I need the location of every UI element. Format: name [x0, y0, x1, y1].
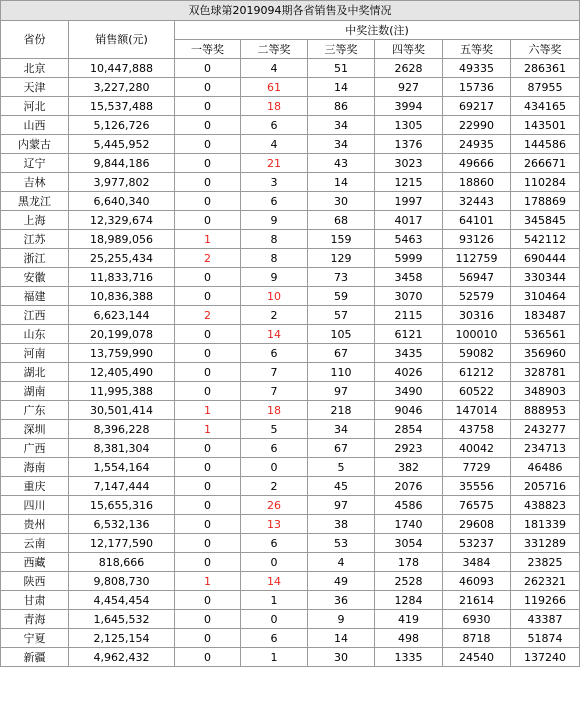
cell-prize-5: 6930	[443, 610, 511, 629]
cell-prize-3: 51	[308, 59, 375, 78]
cell-prize-5: 60522	[443, 382, 511, 401]
cell-prize-5: 29608	[443, 515, 511, 534]
cell-prize-5: 21614	[443, 591, 511, 610]
cell-prize-3: 159	[308, 230, 375, 249]
cell-prize-4: 2115	[375, 306, 443, 325]
cell-prize-5: 93126	[443, 230, 511, 249]
cell-prize-5: 32443	[443, 192, 511, 211]
cell-sales: 2,125,154	[69, 629, 175, 648]
cell-prize-2: 4	[241, 59, 308, 78]
cell-prize-4: 2076	[375, 477, 443, 496]
cell-prize-2: 0	[241, 553, 308, 572]
cell-sales: 3,977,802	[69, 173, 175, 192]
cell-sales: 6,640,340	[69, 192, 175, 211]
cell-prize-5: 69217	[443, 97, 511, 116]
cell-province: 广东	[1, 401, 69, 420]
cell-prize-6: 345845	[511, 211, 580, 230]
cell-prize-5: 61212	[443, 363, 511, 382]
cell-prize-5: 7729	[443, 458, 511, 477]
table-row	[1, 192, 580, 211]
cell-prize-6: 181339	[511, 515, 580, 534]
cell-prize-4: 178	[375, 553, 443, 572]
cell-prize-3: 110	[308, 363, 375, 382]
cell-prize-1: 0	[175, 382, 241, 401]
cell-sales: 11,833,716	[69, 268, 175, 287]
cell-prize-5: 64101	[443, 211, 511, 230]
cell-prize-4: 2923	[375, 439, 443, 458]
header-prize-3: 三等奖	[308, 40, 375, 59]
cell-prize-1: 2	[175, 306, 241, 325]
cell-prize-4: 1284	[375, 591, 443, 610]
cell-province: 辽宁	[1, 154, 69, 173]
cell-prize-4: 419	[375, 610, 443, 629]
cell-prize-4: 2628	[375, 59, 443, 78]
cell-prize-5: 30316	[443, 306, 511, 325]
cell-prize-3: 67	[308, 344, 375, 363]
cell-province: 江苏	[1, 230, 69, 249]
cell-prize-1: 0	[175, 534, 241, 553]
cell-sales: 12,405,490	[69, 363, 175, 382]
cell-prize-2: 9	[241, 211, 308, 230]
cell-prize-1: 0	[175, 477, 241, 496]
cell-prize-5: 49335	[443, 59, 511, 78]
cell-province: 河南	[1, 344, 69, 363]
cell-prize-4: 1215	[375, 173, 443, 192]
cell-prize-2: 18	[241, 401, 308, 420]
cell-prize-2: 61	[241, 78, 308, 97]
cell-prize-4: 3490	[375, 382, 443, 401]
cell-prize-6: 536561	[511, 325, 580, 344]
cell-province: 北京	[1, 59, 69, 78]
cell-prize-4: 1305	[375, 116, 443, 135]
cell-prize-2: 2	[241, 306, 308, 325]
table-row	[1, 401, 580, 420]
cell-prize-3: 97	[308, 382, 375, 401]
cell-prize-4: 1997	[375, 192, 443, 211]
cell-prize-1: 1	[175, 401, 241, 420]
cell-sales: 20,199,078	[69, 325, 175, 344]
cell-prize-6: 205716	[511, 477, 580, 496]
table-row	[1, 610, 580, 629]
table-row	[1, 420, 580, 439]
cell-prize-6: 356960	[511, 344, 580, 363]
cell-prize-5: 8718	[443, 629, 511, 648]
cell-prize-2: 1	[241, 648, 308, 667]
table-row	[1, 629, 580, 648]
cell-sales: 9,844,186	[69, 154, 175, 173]
cell-prize-3: 129	[308, 249, 375, 268]
cell-sales: 15,537,488	[69, 97, 175, 116]
header-prize-4: 四等奖	[375, 40, 443, 59]
cell-province: 深圳	[1, 420, 69, 439]
cell-province: 广西	[1, 439, 69, 458]
cell-prize-1: 0	[175, 135, 241, 154]
cell-province: 福建	[1, 287, 69, 306]
table-row	[1, 97, 580, 116]
cell-prize-3: 34	[308, 420, 375, 439]
cell-sales: 5,445,952	[69, 135, 175, 154]
cell-province: 宁夏	[1, 629, 69, 648]
cell-province: 江西	[1, 306, 69, 325]
cell-prize-1: 1	[175, 572, 241, 591]
table-row	[1, 306, 580, 325]
header-province: 省份	[1, 21, 69, 59]
header-prize-2: 二等奖	[241, 40, 308, 59]
cell-prize-1: 0	[175, 154, 241, 173]
cell-prize-3: 38	[308, 515, 375, 534]
cell-prize-5: 3484	[443, 553, 511, 572]
cell-prize-5: 100010	[443, 325, 511, 344]
cell-prize-1: 0	[175, 363, 241, 382]
cell-sales: 8,396,228	[69, 420, 175, 439]
cell-prize-2: 0	[241, 458, 308, 477]
table-body	[1, 59, 580, 667]
table-row	[1, 344, 580, 363]
cell-prize-3: 14	[308, 629, 375, 648]
cell-province: 河北	[1, 97, 69, 116]
cell-province: 山西	[1, 116, 69, 135]
header-sales: 销售额(元)	[69, 21, 175, 59]
cell-prize-3: 53	[308, 534, 375, 553]
header-prize-5: 五等奖	[443, 40, 511, 59]
cell-prize-4: 5999	[375, 249, 443, 268]
cell-prize-2: 6	[241, 629, 308, 648]
cell-prize-2: 13	[241, 515, 308, 534]
cell-prize-6: 243277	[511, 420, 580, 439]
cell-province: 浙江	[1, 249, 69, 268]
cell-prize-1: 1	[175, 230, 241, 249]
cell-prize-3: 49	[308, 572, 375, 591]
cell-prize-5: 52579	[443, 287, 511, 306]
cell-prize-1: 0	[175, 458, 241, 477]
cell-sales: 13,759,990	[69, 344, 175, 363]
cell-sales: 10,447,888	[69, 59, 175, 78]
cell-prize-4: 498	[375, 629, 443, 648]
cell-prize-3: 68	[308, 211, 375, 230]
cell-prize-5: 43758	[443, 420, 511, 439]
cell-sales: 1,645,532	[69, 610, 175, 629]
cell-prize-6: 328781	[511, 363, 580, 382]
cell-prize-2: 6	[241, 192, 308, 211]
cell-prize-3: 36	[308, 591, 375, 610]
cell-prize-6: 43387	[511, 610, 580, 629]
cell-prize-4: 2528	[375, 572, 443, 591]
cell-prize-1: 0	[175, 59, 241, 78]
cell-prize-1: 0	[175, 553, 241, 572]
cell-prize-2: 7	[241, 382, 308, 401]
cell-prize-1: 0	[175, 116, 241, 135]
cell-prize-3: 105	[308, 325, 375, 344]
cell-prize-1: 0	[175, 648, 241, 667]
table-row	[1, 287, 580, 306]
table-row	[1, 515, 580, 534]
cell-prize-2: 6	[241, 439, 308, 458]
cell-sales: 12,177,590	[69, 534, 175, 553]
cell-prize-4: 9046	[375, 401, 443, 420]
cell-prize-2: 0	[241, 610, 308, 629]
cell-prize-5: 46093	[443, 572, 511, 591]
table-row	[1, 648, 580, 667]
cell-province: 四川	[1, 496, 69, 515]
cell-prize-6: 348903	[511, 382, 580, 401]
cell-prize-2: 3	[241, 173, 308, 192]
cell-sales: 25,255,434	[69, 249, 175, 268]
cell-prize-3: 57	[308, 306, 375, 325]
cell-prize-6: 888953	[511, 401, 580, 420]
table-row	[1, 116, 580, 135]
cell-prize-3: 218	[308, 401, 375, 420]
cell-prize-4: 6121	[375, 325, 443, 344]
cell-prize-1: 0	[175, 496, 241, 515]
table-row	[1, 59, 580, 78]
table-row	[1, 249, 580, 268]
cell-sales: 8,381,304	[69, 439, 175, 458]
table-row	[1, 439, 580, 458]
cell-prize-4: 4017	[375, 211, 443, 230]
cell-prize-6: 46486	[511, 458, 580, 477]
table-row	[1, 591, 580, 610]
cell-prize-6: 110284	[511, 173, 580, 192]
table-row	[1, 477, 580, 496]
cell-prize-3: 14	[308, 78, 375, 97]
cell-sales: 6,623,144	[69, 306, 175, 325]
cell-prize-4: 1335	[375, 648, 443, 667]
cell-prize-3: 5	[308, 458, 375, 477]
cell-prize-4: 3023	[375, 154, 443, 173]
table-row	[1, 135, 580, 154]
cell-prize-3: 34	[308, 116, 375, 135]
cell-prize-4: 1376	[375, 135, 443, 154]
cell-province: 湖南	[1, 382, 69, 401]
cell-prize-4: 4586	[375, 496, 443, 515]
cell-prize-4: 4026	[375, 363, 443, 382]
table-row	[1, 268, 580, 287]
cell-province: 内蒙古	[1, 135, 69, 154]
cell-sales: 4,962,432	[69, 648, 175, 667]
cell-prize-2: 6	[241, 534, 308, 553]
table-row	[1, 496, 580, 515]
cell-prize-3: 14	[308, 173, 375, 192]
cell-prize-3: 30	[308, 192, 375, 211]
cell-province: 山东	[1, 325, 69, 344]
cell-prize-4: 3458	[375, 268, 443, 287]
cell-prize-4: 5463	[375, 230, 443, 249]
cell-prize-1: 0	[175, 439, 241, 458]
cell-prize-6: 266671	[511, 154, 580, 173]
cell-sales: 6,532,136	[69, 515, 175, 534]
cell-province: 上海	[1, 211, 69, 230]
cell-prize-6: 23825	[511, 553, 580, 572]
table-row	[1, 572, 580, 591]
cell-sales: 1,554,164	[69, 458, 175, 477]
cell-province: 天津	[1, 78, 69, 97]
cell-prize-5: 49666	[443, 154, 511, 173]
cell-prize-2: 26	[241, 496, 308, 515]
cell-prize-2: 8	[241, 230, 308, 249]
cell-province: 青海	[1, 610, 69, 629]
cell-prize-2: 4	[241, 135, 308, 154]
cell-province: 黑龙江	[1, 192, 69, 211]
cell-prize-4: 927	[375, 78, 443, 97]
cell-prize-6: 178869	[511, 192, 580, 211]
cell-prize-5: 15736	[443, 78, 511, 97]
cell-prize-6: 119266	[511, 591, 580, 610]
cell-prize-2: 9	[241, 268, 308, 287]
cell-prize-4: 3070	[375, 287, 443, 306]
cell-prize-6: 438823	[511, 496, 580, 515]
cell-prize-2: 6	[241, 344, 308, 363]
cell-prize-5: 112759	[443, 249, 511, 268]
cell-sales: 4,454,454	[69, 591, 175, 610]
cell-prize-1: 0	[175, 192, 241, 211]
cell-prize-2: 18	[241, 97, 308, 116]
cell-prize-6: 434165	[511, 97, 580, 116]
cell-prize-3: 97	[308, 496, 375, 515]
cell-prize-1: 2	[175, 249, 241, 268]
cell-prize-1: 1	[175, 420, 241, 439]
cell-prize-5: 35556	[443, 477, 511, 496]
cell-prize-3: 9	[308, 610, 375, 629]
cell-prize-1: 0	[175, 173, 241, 192]
cell-province: 海南	[1, 458, 69, 477]
cell-sales: 30,501,414	[69, 401, 175, 420]
cell-prize-6: 51874	[511, 629, 580, 648]
cell-sales: 3,227,280	[69, 78, 175, 97]
cell-province: 重庆	[1, 477, 69, 496]
cell-prize-6: 137240	[511, 648, 580, 667]
cell-sales: 10,836,388	[69, 287, 175, 306]
cell-prize-4: 3054	[375, 534, 443, 553]
table-row	[1, 363, 580, 382]
cell-prize-5: 24540	[443, 648, 511, 667]
cell-prize-3: 67	[308, 439, 375, 458]
cell-prize-6: 286361	[511, 59, 580, 78]
cell-prize-3: 4	[308, 553, 375, 572]
cell-prize-2: 2	[241, 477, 308, 496]
cell-sales: 5,126,726	[69, 116, 175, 135]
cell-prize-1: 0	[175, 325, 241, 344]
cell-prize-6: 330344	[511, 268, 580, 287]
cell-province: 西藏	[1, 553, 69, 572]
cell-sales: 18,989,056	[69, 230, 175, 249]
cell-sales: 15,655,316	[69, 496, 175, 515]
cell-prize-1: 0	[175, 268, 241, 287]
cell-sales: 9,808,730	[69, 572, 175, 591]
table-row	[1, 458, 580, 477]
cell-prize-2: 14	[241, 572, 308, 591]
cell-prize-6: 690444	[511, 249, 580, 268]
table-row	[1, 553, 580, 572]
cell-prize-1: 0	[175, 211, 241, 230]
cell-prize-4: 2854	[375, 420, 443, 439]
cell-prize-3: 34	[308, 135, 375, 154]
header-prize-1: 一等奖	[175, 40, 241, 59]
cell-prize-3: 86	[308, 97, 375, 116]
cell-province: 新疆	[1, 648, 69, 667]
cell-prize-1: 0	[175, 610, 241, 629]
cell-prize-4: 3994	[375, 97, 443, 116]
cell-prize-1: 0	[175, 515, 241, 534]
cell-prize-3: 45	[308, 477, 375, 496]
cell-prize-6: 234713	[511, 439, 580, 458]
cell-sales: 7,147,444	[69, 477, 175, 496]
table-row	[1, 534, 580, 553]
cell-sales: 12,329,674	[69, 211, 175, 230]
cell-prize-1: 0	[175, 344, 241, 363]
table-row	[1, 78, 580, 97]
table-row	[1, 325, 580, 344]
cell-prize-6: 144586	[511, 135, 580, 154]
cell-prize-6: 331289	[511, 534, 580, 553]
cell-prize-2: 8	[241, 249, 308, 268]
table-row	[1, 173, 580, 192]
cell-prize-2: 5	[241, 420, 308, 439]
cell-province: 陕西	[1, 572, 69, 591]
cell-prize-6: 183487	[511, 306, 580, 325]
cell-prize-5: 76575	[443, 496, 511, 515]
cell-prize-4: 382	[375, 458, 443, 477]
table-row	[1, 154, 580, 173]
cell-prize-5: 22990	[443, 116, 511, 135]
header-prize-6: 六等奖	[511, 40, 580, 59]
cell-prize-5: 40042	[443, 439, 511, 458]
cell-prize-6: 87955	[511, 78, 580, 97]
cell-sales: 11,995,388	[69, 382, 175, 401]
cell-prize-2: 21	[241, 154, 308, 173]
cell-prize-3: 59	[308, 287, 375, 306]
cell-prize-2: 6	[241, 116, 308, 135]
cell-prize-1: 0	[175, 591, 241, 610]
cell-prize-5: 56947	[443, 268, 511, 287]
cell-prize-1: 0	[175, 78, 241, 97]
cell-prize-2: 10	[241, 287, 308, 306]
cell-province: 云南	[1, 534, 69, 553]
cell-prize-3: 43	[308, 154, 375, 173]
cell-prize-1: 0	[175, 629, 241, 648]
table-title: 双色球第2019094期各省销售及中奖情况	[1, 1, 580, 21]
cell-province: 湖北	[1, 363, 69, 382]
cell-prize-2: 7	[241, 363, 308, 382]
cell-province: 甘肃	[1, 591, 69, 610]
table-row	[1, 382, 580, 401]
table-row	[1, 230, 580, 249]
cell-prize-1: 0	[175, 97, 241, 116]
cell-prize-5: 53237	[443, 534, 511, 553]
table-row	[1, 211, 580, 230]
cell-prize-5: 24935	[443, 135, 511, 154]
cell-prize-4: 3435	[375, 344, 443, 363]
cell-prize-6: 143501	[511, 116, 580, 135]
cell-province: 安徽	[1, 268, 69, 287]
cell-prize-5: 18860	[443, 173, 511, 192]
cell-prize-6: 262321	[511, 572, 580, 591]
header-winners-group: 中奖注数(注)	[175, 21, 580, 40]
cell-sales: 818,666	[69, 553, 175, 572]
cell-province: 吉林	[1, 173, 69, 192]
cell-prize-3: 73	[308, 268, 375, 287]
cell-prize-3: 30	[308, 648, 375, 667]
cell-prize-4: 1740	[375, 515, 443, 534]
cell-prize-5: 147014	[443, 401, 511, 420]
cell-prize-6: 542112	[511, 230, 580, 249]
cell-prize-5: 59082	[443, 344, 511, 363]
cell-prize-1: 0	[175, 287, 241, 306]
cell-province: 贵州	[1, 515, 69, 534]
cell-prize-2: 1	[241, 591, 308, 610]
cell-prize-2: 14	[241, 325, 308, 344]
cell-prize-6: 310464	[511, 287, 580, 306]
